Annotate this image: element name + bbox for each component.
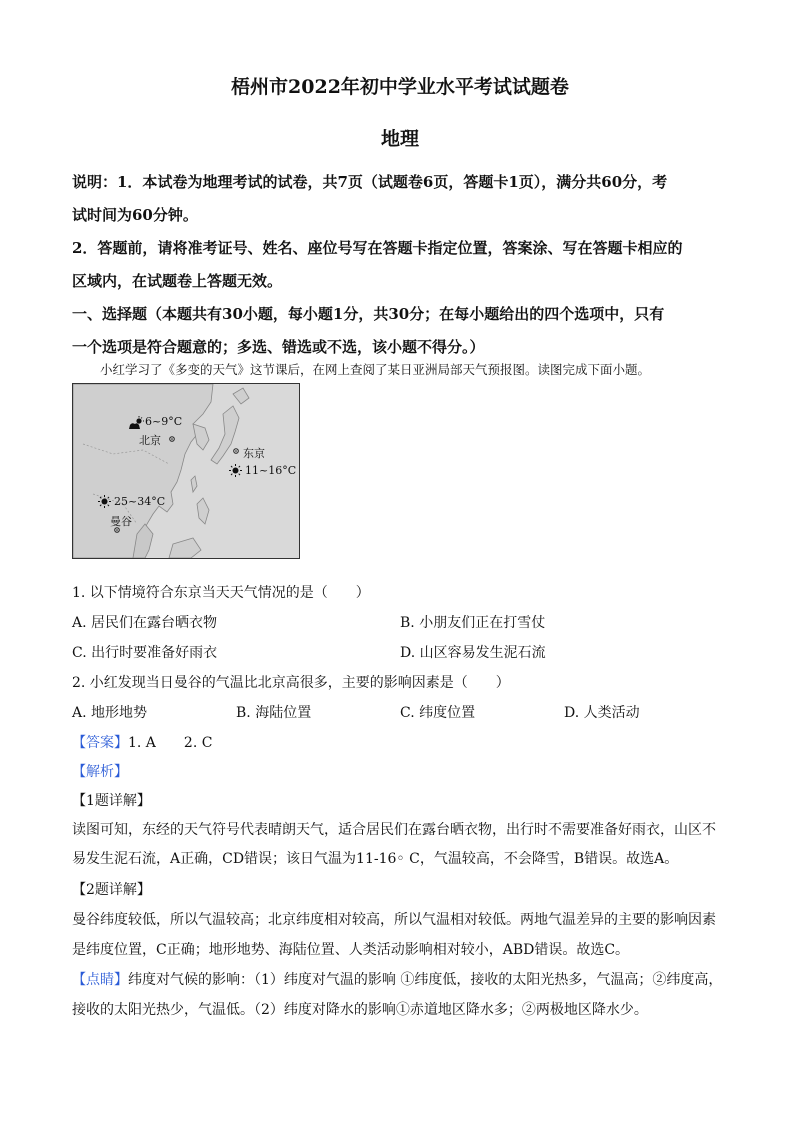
- tip-line-2: 接收的太阳光热少，气温低。（2）纬度对降水的影响①赤道地区降水多；②两极地区降水少。: [72, 1002, 648, 1018]
- weather-map: [72, 383, 300, 559]
- instructions-line-1: 说明：1．本试卷为地理考试的试卷，共7页（试题卷6页，答题卡1页），满分共60分，考: [72, 173, 668, 191]
- instructions-line-2: 试时间为60分钟。: [72, 206, 198, 224]
- analysis-line: [72, 762, 732, 782]
- detail-2-line-2: 是纬度位置，C正确；地形地势、海陆位置、人类活动影响相对较小，ABD错误。故选C。: [72, 942, 630, 958]
- answer-text: 1. A 2. C: [128, 735, 213, 751]
- tip-text-1: 纬度对气候的影响：（1）纬度对气温的影响 ①纬度低，接收的太阳光热多，气温高；②纬度高，: [128, 972, 723, 988]
- tokyo-temp: 11~16°C: [245, 464, 297, 477]
- q2-option-d: D. 人类活动: [564, 705, 640, 721]
- sunny-icon: [229, 464, 242, 477]
- question-intro: 小红学习了《多变的天气》这节课后，在网上查阅了某日亚洲局部天气预报图。读图完成下面小题。: [100, 362, 651, 377]
- q2-option-b: B. 海陆位置: [236, 705, 312, 721]
- bangkok-temp: 25~34°C: [114, 495, 166, 508]
- q1-option-d: D. 山区容易发生泥石流: [400, 645, 546, 661]
- tip-tag: 【点睛】: [72, 972, 128, 988]
- beijing-temp: 6~9°C: [145, 415, 183, 428]
- cloudy-sunny-icon: [128, 416, 144, 430]
- section-heading-line-2: 一个选项是符合题意的；多选、错选或不选，该小题不得分。）: [72, 338, 485, 356]
- detail-2-line-1: 曼谷纬度较低，所以气温较高；北京纬度相对较高，所以气温相对较低。两地气温差异的主要的影响因素: [72, 912, 716, 928]
- q1-option-a: A. 居民们在露台晒衣物: [72, 615, 218, 631]
- q2-option-c: C. 纬度位置: [400, 705, 476, 721]
- detail-1-line-1: 读图可知，东经的天气符号代表晴朗天气，适合居民们在露台晒衣物，出行时不需要准备好雨衣，山区不: [72, 822, 716, 838]
- detail-2-tag: 【2题详解】: [72, 882, 151, 898]
- question-2-stem: 2. 小红发现当日曼谷的气温比北京高很多，主要的影响因素是（ ）: [72, 675, 510, 691]
- question-1-stem: 1. 以下情境符合东京当天天气情况的是（ ）: [72, 585, 370, 601]
- answer-tag: 【答案】: [72, 735, 128, 751]
- detail-1-line-2: 易发生泥石流，A正确，CD错误；该日气温为11-16◦ C，气温较高，不会降雪，B错误。故选A。: [72, 851, 679, 867]
- tip-line-1: [72, 970, 732, 990]
- exam-title: 梧州市2022年初中学业水平考试试题卷: [231, 76, 569, 98]
- instructions-line-4: 区域内，在试题卷上答题无效。: [72, 272, 283, 290]
- instructions-line-3: 2．答题前，请将准考证号、姓名、座位号写在答题卡指定位置，答案涂、写在答题卡相应的: [72, 239, 683, 257]
- tokyo-label: 东京: [243, 447, 265, 460]
- q1-option-c: C. 出行时要准备好雨衣: [72, 645, 218, 661]
- q2-option-a: A. 地形地势: [72, 705, 148, 721]
- detail-1-tag: 【1题详解】: [72, 793, 151, 809]
- q1-option-b: B. 小朋友们正在打雪仗: [400, 615, 546, 631]
- bangkok-label: 曼谷: [110, 515, 132, 528]
- answer-line: [72, 733, 732, 753]
- beijing-label: 北京: [139, 434, 161, 447]
- subject-title: 地理: [380, 128, 419, 150]
- section-heading-line-1: 一、选择题（本题共有30小题，每小题1分，共30分；在每小题给出的四个选项中，只有: [72, 305, 665, 323]
- sunny-icon: [98, 495, 111, 508]
- analysis-tag: 【解析】: [72, 764, 128, 780]
